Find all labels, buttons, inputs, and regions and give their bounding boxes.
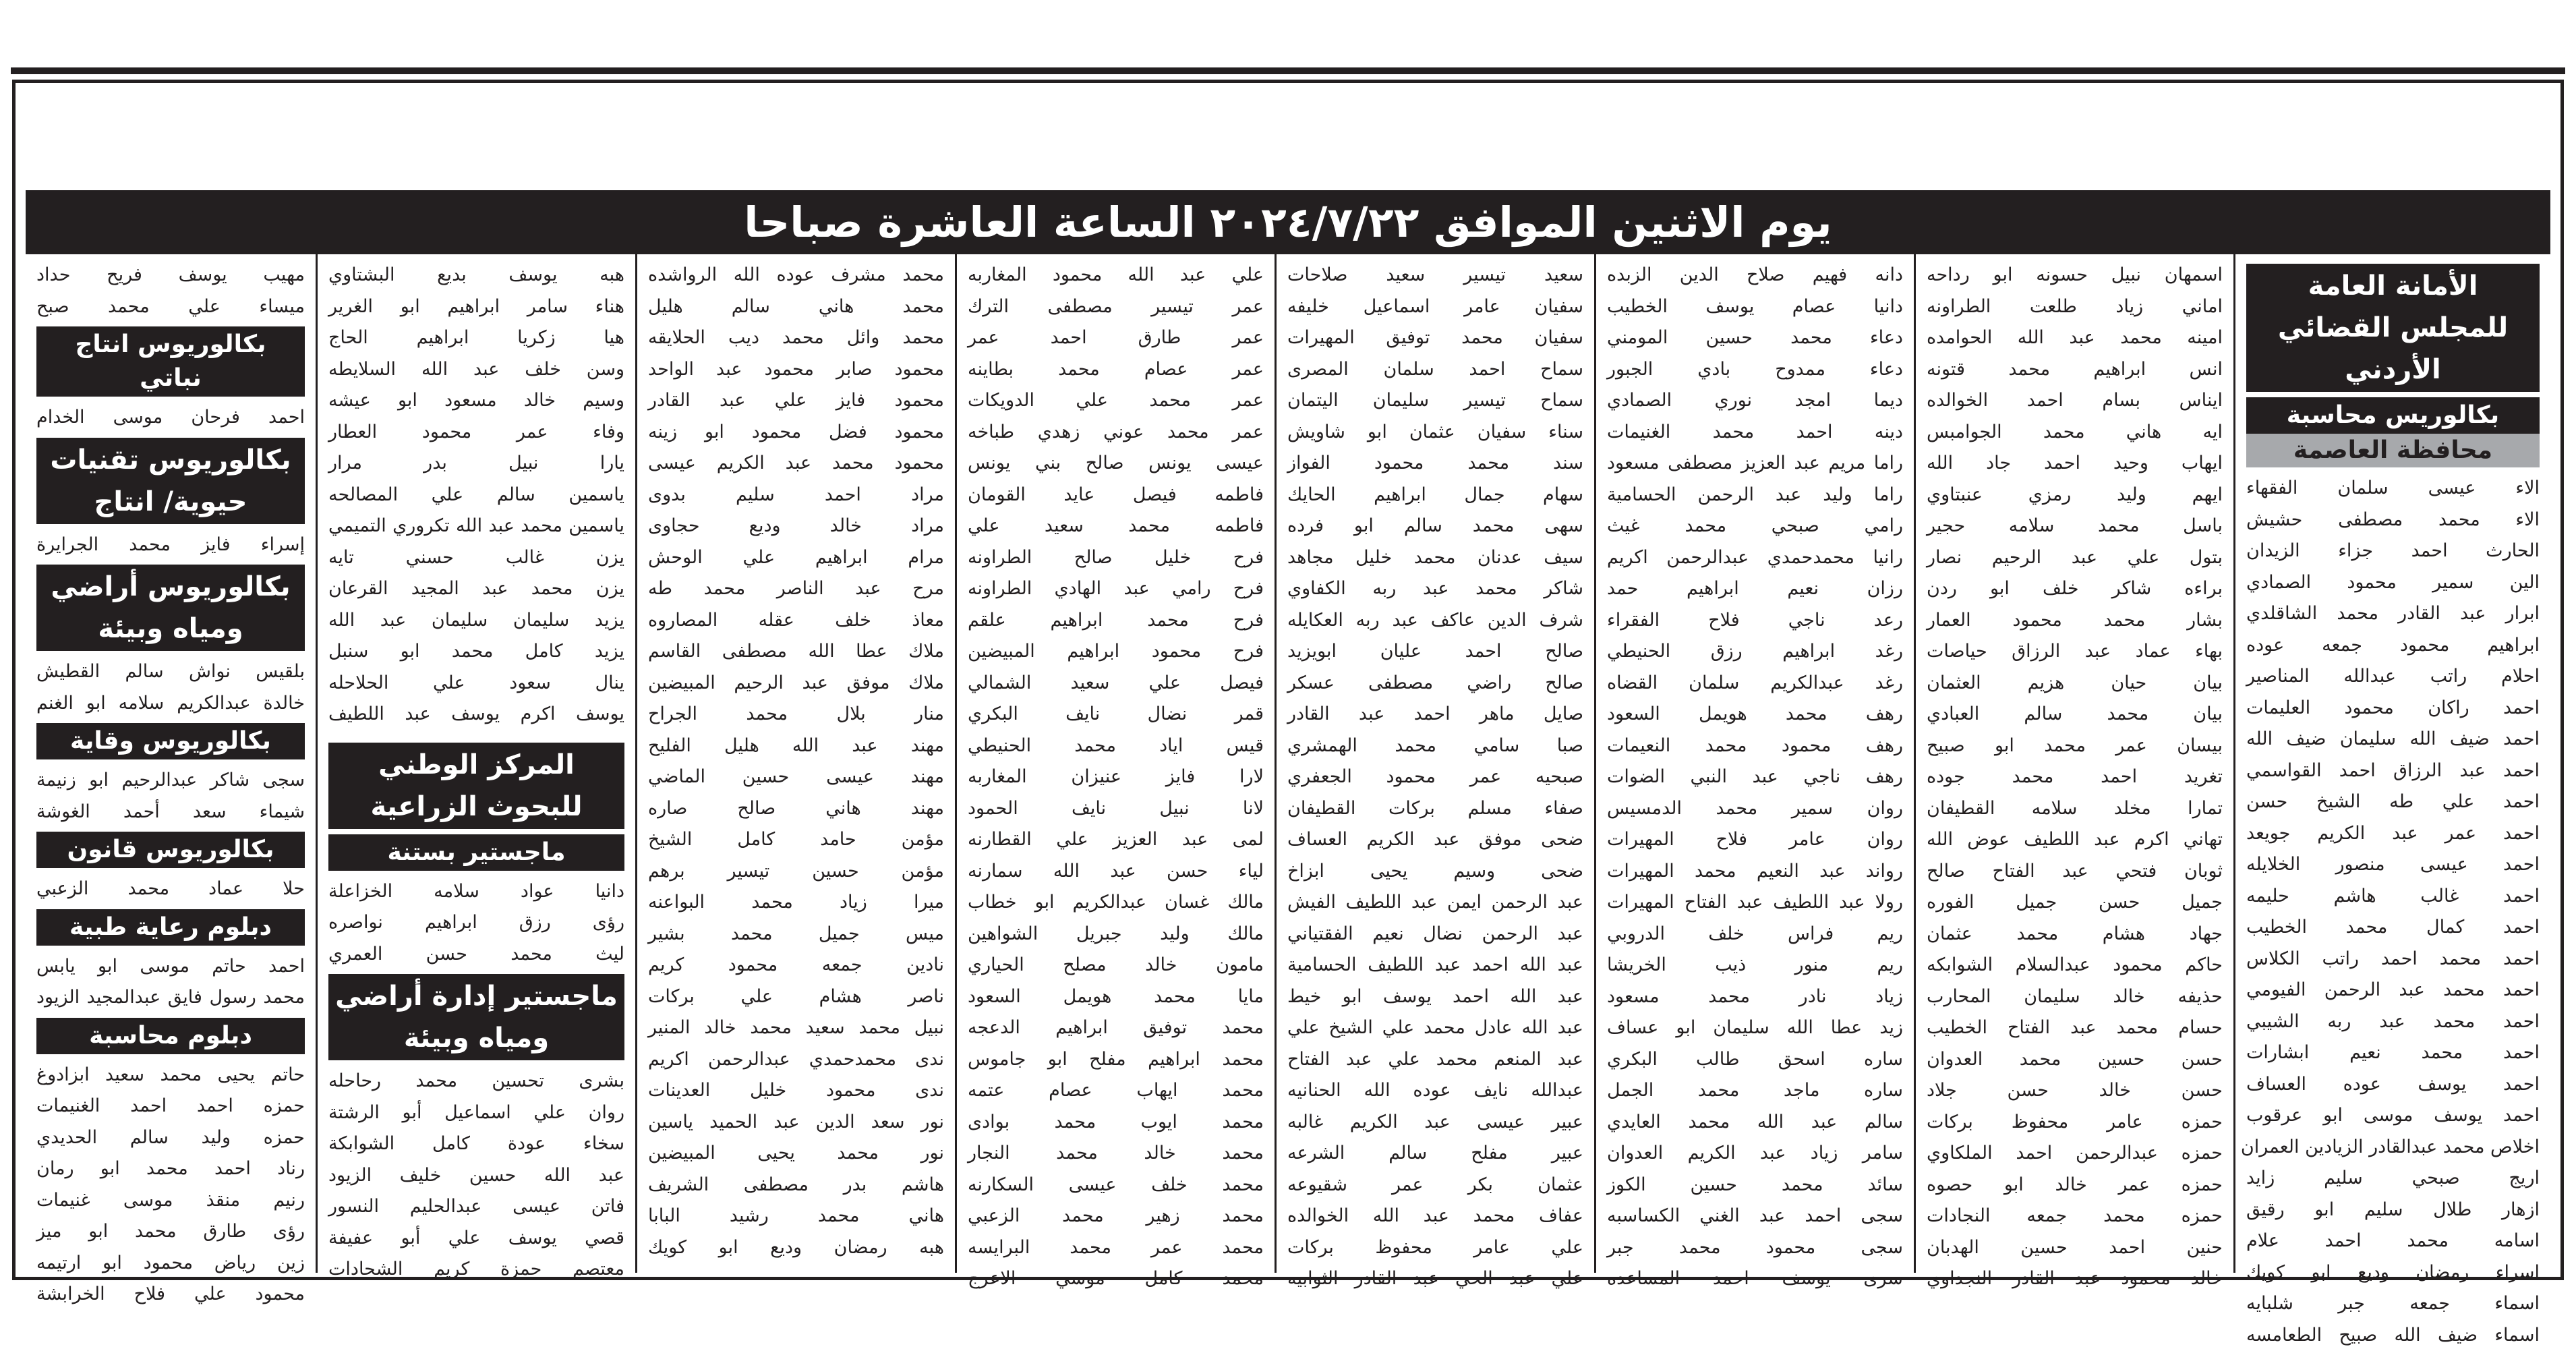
section-header: الأمانة العامة للمجلس القضائي الأردني [2246, 264, 2540, 392]
list-item: احمد فرحان موسى الخدام [36, 402, 305, 434]
list-item: ساره اسحق طالب البكري [1607, 1044, 1903, 1076]
list-item: بشرى تحسين محمد رحاحله [328, 1066, 624, 1097]
list-item: رانيا محمدحمدي عبدالرحمن اكريم [1607, 542, 1903, 574]
list-item: اريج صبحي سليم زايد [2246, 1163, 2540, 1195]
list-item: عبد الله عادل محمد علي الشيخ علي [1287, 1012, 1583, 1044]
list-item: بتول علي عبد الرحيم نصار [1927, 542, 2223, 574]
list-item: ايناس بسام احمد الخوالده [1927, 385, 2223, 417]
list-item: شرف الدين عاكف عبد ربه العكايله [1287, 605, 1583, 637]
list-item: عمر عصام محمد بطاينه [968, 354, 1264, 386]
list-item: وسن خلف عبد الله السلايطه [328, 354, 624, 386]
list-item: مهند عبد الله هليل الفليح [648, 730, 944, 762]
list-item: تمارا مخلد سلامه القطيفان [1927, 793, 2223, 825]
list-item: بيان محمد سالم العبادي [1927, 699, 2223, 730]
list-item: يارا نبيل بدر مرار [328, 448, 624, 480]
list-item: عمر محمد علي الدويكات [968, 385, 1264, 417]
list-item: يوسف اكرم يوسف عبد اللطيف [328, 699, 624, 730]
list-item: احمد محمد عبد ربه الشيبي [2246, 1006, 2540, 1038]
list-item: حمزه عبدالرحمن احمد الملكاوي [1927, 1138, 2223, 1170]
list-item: احمد غالب هاشم حليمه [2246, 881, 2540, 913]
list-item: فاتن عيسى عبدالحليم النسور [328, 1191, 624, 1223]
list-item: عمر محمد عوني زهدي طباخه [968, 417, 1264, 449]
top-rule [11, 67, 2565, 74]
list-item: سند محمد محمود الفواز [1287, 448, 1583, 480]
list-item: سرى يوسف احمد المساعده [1607, 1263, 1903, 1295]
section-header: بكالوريوس تقنيات حيوية/ انتاج [36, 438, 305, 524]
list-item: محمد عمر محمد البرايسه [968, 1232, 1264, 1264]
list-item: نور محمد يحيى المبيضين [648, 1138, 944, 1170]
list-item: احمد يوسف عوده العساف [2246, 1069, 2540, 1101]
list-item: ملاك موفق عبد الرحيم المبيضين [648, 668, 944, 699]
list-item: روان علي اسماعيل أبو الرشتة [328, 1097, 624, 1129]
list-item: ندى محمدحمدي عبدالرحمن اكريم [648, 1044, 944, 1076]
list-item: سماح تيسير سليمان اليتمان [1287, 385, 1583, 417]
list-item: بيان حيان هزيم العثمان [1927, 668, 2223, 699]
list-item: قصي يوسف علي أبو عفيفة [328, 1223, 624, 1255]
list-item: محمود علي فلاح الخرابشة [36, 1279, 305, 1311]
list-item: اماني زياد طلعت الطراونه [1927, 291, 2223, 323]
list-item: حسن حسين محمد العدوان [1927, 1044, 2223, 1076]
list-item: رناد احمد محمد ابو رمان [36, 1153, 305, 1185]
list-item: لياء حسن عبد الله سمارنه [968, 856, 1264, 888]
list-item: شيماء سعد أحمد الغوشة [36, 797, 305, 828]
list-item: محمد هاني سالم هليل [648, 291, 944, 323]
list-item: دانيا عصام يوسف الخطيب [1607, 291, 1903, 323]
list-item: ليث محمد حسن العمري [328, 939, 624, 971]
list-item: خالد محمود عبد القادر النجداوي [1927, 1263, 2223, 1295]
list-item: ياسمين محمد عبد الله تكروري التميمي [328, 511, 624, 542]
list-item: براءه شاكر خلف ابو ردن [1927, 573, 2223, 605]
column-5 [955, 254, 1275, 1273]
list-item: احمد راكان محمود العليمات [2246, 693, 2540, 724]
list-item: مهند عيسى حسين الماضي [648, 761, 944, 793]
list-item: احمد ضيف الله سليمان ضيف الله [2246, 724, 2540, 755]
column-7 [316, 254, 635, 1273]
column-3 [1594, 254, 1914, 1273]
list-item: محمود محمد عبد الكريم عيسى [648, 448, 944, 480]
section-header: بكالوريس محاسبة [2246, 397, 2540, 434]
list-item: نور سعد الدين عبد الحميد ياسين [648, 1107, 944, 1139]
list-item: علي عبد الله محمود المغاربه [968, 260, 1264, 291]
section-header: بكالوريوس انتاج نباتي [36, 326, 305, 397]
list-item: ايهاب وحيد احمد جاد الله [1927, 448, 2223, 480]
list-item: صالح راضي مصطفى عسكر [1287, 668, 1583, 699]
list-item: وسيم خالد مسعود ابو عيشه [328, 385, 624, 417]
list-item: ملاك عطا الله مصطفى القاسم [648, 636, 944, 668]
list-item: مراد احمد سليم بدوى [648, 480, 944, 511]
list-item: احمد حاتم موسى ابو يابس [36, 951, 305, 983]
list-item: عبد الله احمد عبد اللطيف الحسامية [1287, 950, 1583, 981]
list-item: حسام محمد عبد الفتاح الخطيب [1927, 1012, 2223, 1044]
list-item: ثوبان فتحي عبد الفتاح صالح [1927, 856, 2223, 888]
list-item: محمد وائل محمد ديب الحلايقه [648, 322, 944, 354]
list-item: رامي صبحي محمد غيث [1607, 511, 1903, 542]
spacer [328, 730, 624, 739]
list-item: عثمان بكر عمر شقيوعه [1287, 1170, 1583, 1201]
list-item: محمد كامل موسي الاعرج [968, 1263, 1264, 1295]
list-item: ساره ماجد محمد الجمل [1607, 1075, 1903, 1107]
list-item: الاء محمد مصطفى حشيش [2246, 505, 2540, 536]
list-item: اسماء ضيف الله صبيح الطعامسه [2246, 1320, 2540, 1351]
list-item: هناء سامر ابراهيم ابو الغرير [328, 291, 624, 323]
list-item: نبيل محمد سعيد محمد خالد المنير [648, 1012, 944, 1044]
list-item: سفيان محمد توفيق المهيرات [1287, 322, 1583, 354]
list-item: عبد الرحمن ايمن عبد اللطيف الفيش [1287, 887, 1583, 919]
list-item: فرح خليل صالح الطراونه [968, 542, 1264, 574]
list-item: احمد محمد نعيم ابشارات [2246, 1037, 2540, 1069]
list-item: هبه رمضان وديع ابو كويك [648, 1232, 944, 1264]
list-item: روان عامر فلاح المهيرات [1607, 824, 1903, 856]
list-item: ديما امجد نوري الصمادي [1607, 385, 1903, 417]
list-item: احلام راتب عبدالله المناصير [2246, 661, 2540, 693]
list-item: بلقيس نواش سالم القطيش [36, 656, 305, 688]
list-item: مالك غسان عبدالكريم ابو خطاب [968, 887, 1264, 919]
list-item: ريم منور ذيب الخريشا [1607, 950, 1903, 981]
list-item: حمزه وليد سالم الحديدي [36, 1122, 305, 1154]
list-item: عبد المنعم محمد علي عبد الفتاح [1287, 1044, 1583, 1076]
list-item: منار بلال محمد الجراح [648, 699, 944, 730]
list-item: اخلاص محمد عبدالقادر الزيادين العمران [2246, 1132, 2540, 1163]
list-item: صالح احمد عليان ابويزيد [1287, 636, 1583, 668]
list-item: احمد كمال محمد الخطيب [2246, 912, 2540, 944]
list-item: انس ابراهيم محمد قتونه [1927, 354, 2223, 386]
list-item: هيا زكريا ابراهيم الحاج [328, 322, 624, 354]
list-item: احمد يوسف موسى ابو عرقوب [2246, 1100, 2540, 1132]
list-item: حاتم يحيى محمد سعيد ابزادوغ [36, 1060, 305, 1091]
list-item: مايا محمد هويمل السعود [968, 981, 1264, 1013]
list-item: محمود فضل محمود ابو زينه [648, 417, 944, 449]
list-item: محمد زهير محمد الزعبي [968, 1201, 1264, 1232]
banner-title: يوم الاثنين الموافق ٢٠٢٤/٧/٢٢ الساعة العاشرة صباحا [26, 190, 2550, 254]
list-item: عبد الرحمن نضال نعيم الفقتياني [1287, 919, 1583, 950]
list-item: حسن خالد حسن جلاد [1927, 1075, 2223, 1107]
list-item: محمد ابراهيم مفلح ابو جاموس [968, 1044, 1264, 1076]
list-item: رغد ابراهيم رزق الحنيطي [1607, 636, 1903, 668]
list-item: لانا نبيل نايف الحمود [968, 793, 1264, 825]
list-item: عبد الله حسين خليف الزيود [328, 1160, 624, 1192]
list-item: ندى محمود خليل العدينات [648, 1075, 944, 1107]
list-item: هبه يوسف بديع البشتاوي [328, 260, 624, 291]
list-item: ازهار طلال سليم ابو رقيق [2246, 1195, 2540, 1226]
list-item: محمود فايز علي عبد القادر [648, 385, 944, 417]
list-item: قيس اياد محمد الحنيطي [968, 730, 1264, 762]
list-item: احمد علي طه الشيخ حسن [2246, 786, 2540, 818]
list-item: سجى محمود محمد جبر [1607, 1232, 1903, 1264]
list-item: دانه فهيم صلاح الدين الزبده [1607, 260, 1903, 291]
list-item: يزيد سليمان سليمان عبد الله [328, 605, 624, 637]
list-item: ايه هاني محمد الجوامبس [1927, 417, 2223, 449]
list-item: لمى عبد العزيز علي القطارنه [968, 824, 1264, 856]
list-item: يزن غالب حسني تايه [328, 542, 624, 574]
list-item: عبير مفلح سالم الشرعه [1287, 1138, 1583, 1170]
list-item: سجى شاكر عبدالرحيم ابو زنيمة [36, 765, 305, 797]
list-item: رؤى رزق ابراهيم نواصره [328, 907, 624, 939]
name-columns [26, 254, 2550, 1273]
list-item: محمد خلف عيسى السكارنه [968, 1170, 1264, 1201]
list-item: ضحى وسيم يحيى ابزاخ [1287, 856, 1583, 888]
list-item: مرام ابراهيم علي الوحش [648, 542, 944, 574]
list-item: الاء عيسى سلمان الفقهاء [2246, 473, 2540, 505]
list-item: قمر نضال نايف البكري [968, 699, 1264, 730]
list-item: صايل ماهر احمد عبد القادر [1287, 699, 1583, 730]
list-item: خالدة عبدالكريم سلامه ابو الغنم [36, 688, 305, 720]
list-item: مالك وليد جبريل الشواهين [968, 919, 1264, 950]
section-header: بكالوريوس أراضي ومياه وبيئة [36, 565, 305, 651]
list-item: بيسان عمر محمد ابو صبيح [1927, 730, 2223, 762]
section-header: المركز الوطني للبحوث الزراعية [328, 743, 624, 829]
list-item: جهاد هشام محمد عثمان [1927, 919, 2223, 950]
list-item: عبير عيسى عبد الكريم غالبه [1287, 1107, 1583, 1139]
column-2 [1914, 254, 2233, 1273]
list-item: محمود صابر محمود عبد الواحد [648, 354, 944, 386]
list-item: سماح احمد سلمان المصرى [1287, 354, 1583, 386]
list-item: حلا عماد محمد الزعبي [36, 873, 305, 905]
list-item: فيصل علي سعيد الشمالي [968, 668, 1264, 699]
list-item: تغريد احمد محمد جوده [1927, 761, 2223, 793]
list-item: محمد ايوب محمد بوادى [968, 1107, 1264, 1139]
list-item: مؤمن حامد كامل الشيخ [648, 824, 944, 856]
list-item: ياسمين سالم علي المصالحه [328, 480, 624, 511]
list-item: مامون خالد مصلح الحياري [968, 950, 1264, 981]
list-item: عفاف محمد عبد الله الخوالده [1287, 1201, 1583, 1232]
list-item: هاشم بدر مصطفى الشريف [648, 1170, 944, 1201]
list-item: ضحى موفق عبد الكريم العساف [1287, 824, 1583, 856]
list-item: رعد ناجي فلاح الفقراء [1607, 605, 1903, 637]
list-item: محمد ايهاب عصام عتمه [968, 1075, 1264, 1107]
list-item: رزان نعيم ابراهيم حمد [1607, 573, 1903, 605]
list-item: رهف محمود محمد النعيمات [1607, 730, 1903, 762]
list-item: تهاني اكرم عبد اللطيف عوض الله [1927, 824, 2223, 856]
list-item: احمد عمر عبد الكريم جويعد [2246, 818, 2540, 850]
list-item: صفاء مسلم بركات القطيفان [1287, 793, 1583, 825]
list-item: شاكر محمد عبد ربه الكفاوي [1287, 573, 1583, 605]
list-item: ريم فراس خلف الدروبي [1607, 919, 1903, 950]
region-subheader: محافظة العاصمة [2246, 434, 2540, 467]
list-item: رنيم منقذ موسى غنيمات [36, 1185, 305, 1217]
list-item: عبدالله نايف عوده الله الحنانيه [1287, 1075, 1583, 1107]
list-item: الين سمير محمود الصمادي [2246, 567, 2540, 599]
list-item: حمزه عامر محفوظ بركات [1927, 1107, 2223, 1139]
section-header: بكالوريوس قانون [36, 832, 305, 868]
column-8 [26, 254, 316, 1273]
list-item: فرح محمد ابراهيم علقم [968, 605, 1264, 637]
list-item: جميل حسن جميل الفوره [1927, 887, 2223, 919]
list-item: ينال سعود علي الحلاحله [328, 668, 624, 699]
list-item: راما وليد عبد الرحمن الحسامية [1607, 480, 1903, 511]
list-item: ميساء علي محمد صبح [36, 291, 305, 323]
list-item: حذيفه خالد سليمان المحارب [1927, 981, 2223, 1013]
list-item: راما مريم عبد العزيز مصطفى مسعود [1607, 448, 1903, 480]
list-item: سالم عبد الله محمد العايدي [1607, 1107, 1903, 1139]
column-1 [2233, 254, 2550, 1273]
list-item: محمد رسول فايق عبدالمجيد الزيود [36, 982, 305, 1014]
list-item: عمر تيسير مصطفى الترك [968, 291, 1264, 323]
list-item: الحارث احمد جزاء الزيدان [2246, 536, 2540, 567]
list-item: احمد عيسى منصور الخلايله [2246, 849, 2540, 881]
list-item: اسمهان نبيل حسونه ابو رداحه [1927, 260, 2223, 291]
list-item: محمد توفيق ابراهيم الدعجه [968, 1012, 1264, 1044]
list-item: حمزه عمر خالد ابو حصوه [1927, 1170, 2223, 1201]
list-item: وفاء عمر محمود العطار [328, 417, 624, 449]
column-6 [635, 254, 955, 1273]
list-item: زين رياض محمود ابو ارتيمه [36, 1248, 305, 1280]
list-item: باسل محمد سلامه حجير [1927, 511, 2223, 542]
list-item: صبا سامي محمد الهمشري [1287, 730, 1583, 762]
list-item: زياد نادر محمد مسعود [1607, 981, 1903, 1013]
list-item: امينه محمد عبد الله الحوامده [1927, 322, 2223, 354]
list-item: اسماء جمعه جبر شلبايه [2246, 1288, 2540, 1320]
list-item: سهام جمال ابراهيم الحايك [1287, 480, 1583, 511]
list-item: سخاء عودة كامل الشوابكة [328, 1128, 624, 1160]
list-item: معاذ خلف عقله المصاروه [648, 605, 944, 637]
list-item: مراد خالد وديع حجاوى [648, 511, 944, 542]
list-item: سيف عدنان محمد خليل مجاهد [1287, 542, 1583, 574]
list-item: نادين جمعه محمود كريم [648, 950, 944, 981]
list-item: معتصم حمزة كريم الشحادات [328, 1254, 624, 1286]
list-item: حاكم محمود عبدالسلام الشوابكه [1927, 950, 2223, 981]
list-item: سائد محمد حسين الكوز [1607, 1170, 1903, 1201]
list-item: سجى احمد عبد الغني الكساسبه [1607, 1201, 1903, 1232]
list-item: محمد مشرف عوده الله الرواشده [648, 260, 944, 291]
list-item: ايهم وليد رمزي عنبتاوي [1927, 480, 2223, 511]
list-item: صبحيه عمر محمود الجعفري [1287, 761, 1583, 793]
list-item: رغد عبدالكريم سلمان القضاه [1607, 668, 1903, 699]
list-item: دانيا عواد سلامه الخزاعلة [328, 876, 624, 908]
list-item: علي عبد الحي عبد القادر الثوابيه [1287, 1263, 1583, 1295]
section-header: دبلوم رعاية طبية [36, 909, 305, 946]
list-item: هاني محمد رشيد البابا [648, 1201, 944, 1232]
list-item: سعيد تيسير سعيد صلاحات [1287, 260, 1583, 291]
list-item: ميس جميل محمد بشير [648, 919, 944, 950]
list-item: محمد خالد محمد النجار [968, 1138, 1264, 1170]
list-item: احمد محمد احمد راتب الكلاس [2246, 944, 2540, 975]
list-item: حمزه احمد احمد الغنيمات [36, 1091, 305, 1122]
list-item: اسامه محمد احمد علام [2246, 1226, 2540, 1257]
list-item: عمر طارق احمد عمر [968, 322, 1264, 354]
list-item: روان سمير محمد الدمسيس [1607, 793, 1903, 825]
list-item: رولا عبد اللطيف عبد الفتاح المهيرات [1607, 887, 1903, 919]
list-item: إسراء فايز محمد الجرايرة [36, 529, 305, 561]
list-item: فاطمه فيصل عايد القومان [968, 480, 1264, 511]
section-header: ماجستير بستنة [328, 834, 624, 871]
list-item: رواند عبد النعيم محمد المهيرات [1607, 856, 1903, 888]
list-item: بهاء عماد عبد الرزاق حياصات [1927, 636, 2223, 668]
list-item: اسراء رمضان وديع ابو كويك [2246, 1257, 2540, 1289]
list-item: سفيان عامر اسماعيل خليفه [1287, 291, 1583, 323]
list-item: علي عامر محفوظ بركات [1287, 1232, 1583, 1264]
list-item: يزن محمد عبد المجيد القرعان [328, 573, 624, 605]
list-item: مؤمن حسين تيسير برهم [648, 856, 944, 888]
list-item: فرح رامي عبد الهادي الطراونه [968, 573, 1264, 605]
list-item: لارا فايز عنيزان المغاربه [968, 761, 1264, 793]
list-item: يزيد كامل محمد ابو سنبل [328, 636, 624, 668]
list-item: رهف ناجي عبد النبي الضوات [1607, 761, 1903, 793]
section-header: دبلوم محاسبة [36, 1018, 305, 1054]
list-item: احمد عبد الرزاق احمد القواسمي [2246, 755, 2540, 787]
date-banner [26, 190, 2550, 254]
section-header: بكالوريوس وقاية [36, 723, 305, 759]
list-item: ميرا زياد محمد البواعنه [648, 887, 944, 919]
column-4 [1275, 254, 1594, 1273]
list-item: احمد محمد عبد الرحمن الفيومي [2246, 975, 2540, 1006]
list-item: مرح عبد الناصر محمد طه [648, 573, 944, 605]
list-item: بشار محمد محمود العمار [1927, 605, 2223, 637]
list-item: حمزه محمد جمعه النجادات [1927, 1201, 2223, 1232]
list-item: عيسى يونس صالح بني يونس [968, 448, 1264, 480]
section-header: ماجستير إدارة أراضي ومياه وبيئة [328, 974, 624, 1060]
list-item: مهند هاني صالح صاره [648, 793, 944, 825]
list-item: دعاء ممدوح بادي الجبور [1607, 354, 1903, 386]
list-item: عبد الله احمد يوسف ابو خيط [1287, 981, 1583, 1013]
list-item: ناصر هشام علي بركات [648, 981, 944, 1013]
list-item: مهيب يوسف فريح حداد [36, 260, 305, 291]
list-item: حنين احمد حسين الهدبان [1927, 1232, 2223, 1264]
list-item: سهى محمد سالم ابو فرده [1287, 511, 1583, 542]
list-item: فاطمه محمد سعيد علي [968, 511, 1264, 542]
list-item: سناء سفيان عثمان ابو شاويش [1287, 417, 1583, 449]
list-item: ابرار عبد القادر محمد الشاقلدي [2246, 598, 2540, 630]
list-item: رؤى طارق محمد ابو ميز [36, 1216, 305, 1248]
list-item: رهف محمد هويمل السعود [1607, 699, 1903, 730]
list-item: دينه احمد محمد الغنيمات [1607, 417, 1903, 449]
list-item: فرح محمود ابراهيم المبيضين [968, 636, 1264, 668]
list-item: دعاء محمد حسين المومني [1607, 322, 1903, 354]
list-item: ابراهيم محمود جمعه عوده [2246, 630, 2540, 662]
list-item: سامر زياد عبد الكريم العدوان [1607, 1138, 1903, 1170]
list-item: زيد عطا الله سليمان ابو عساف [1607, 1012, 1903, 1044]
